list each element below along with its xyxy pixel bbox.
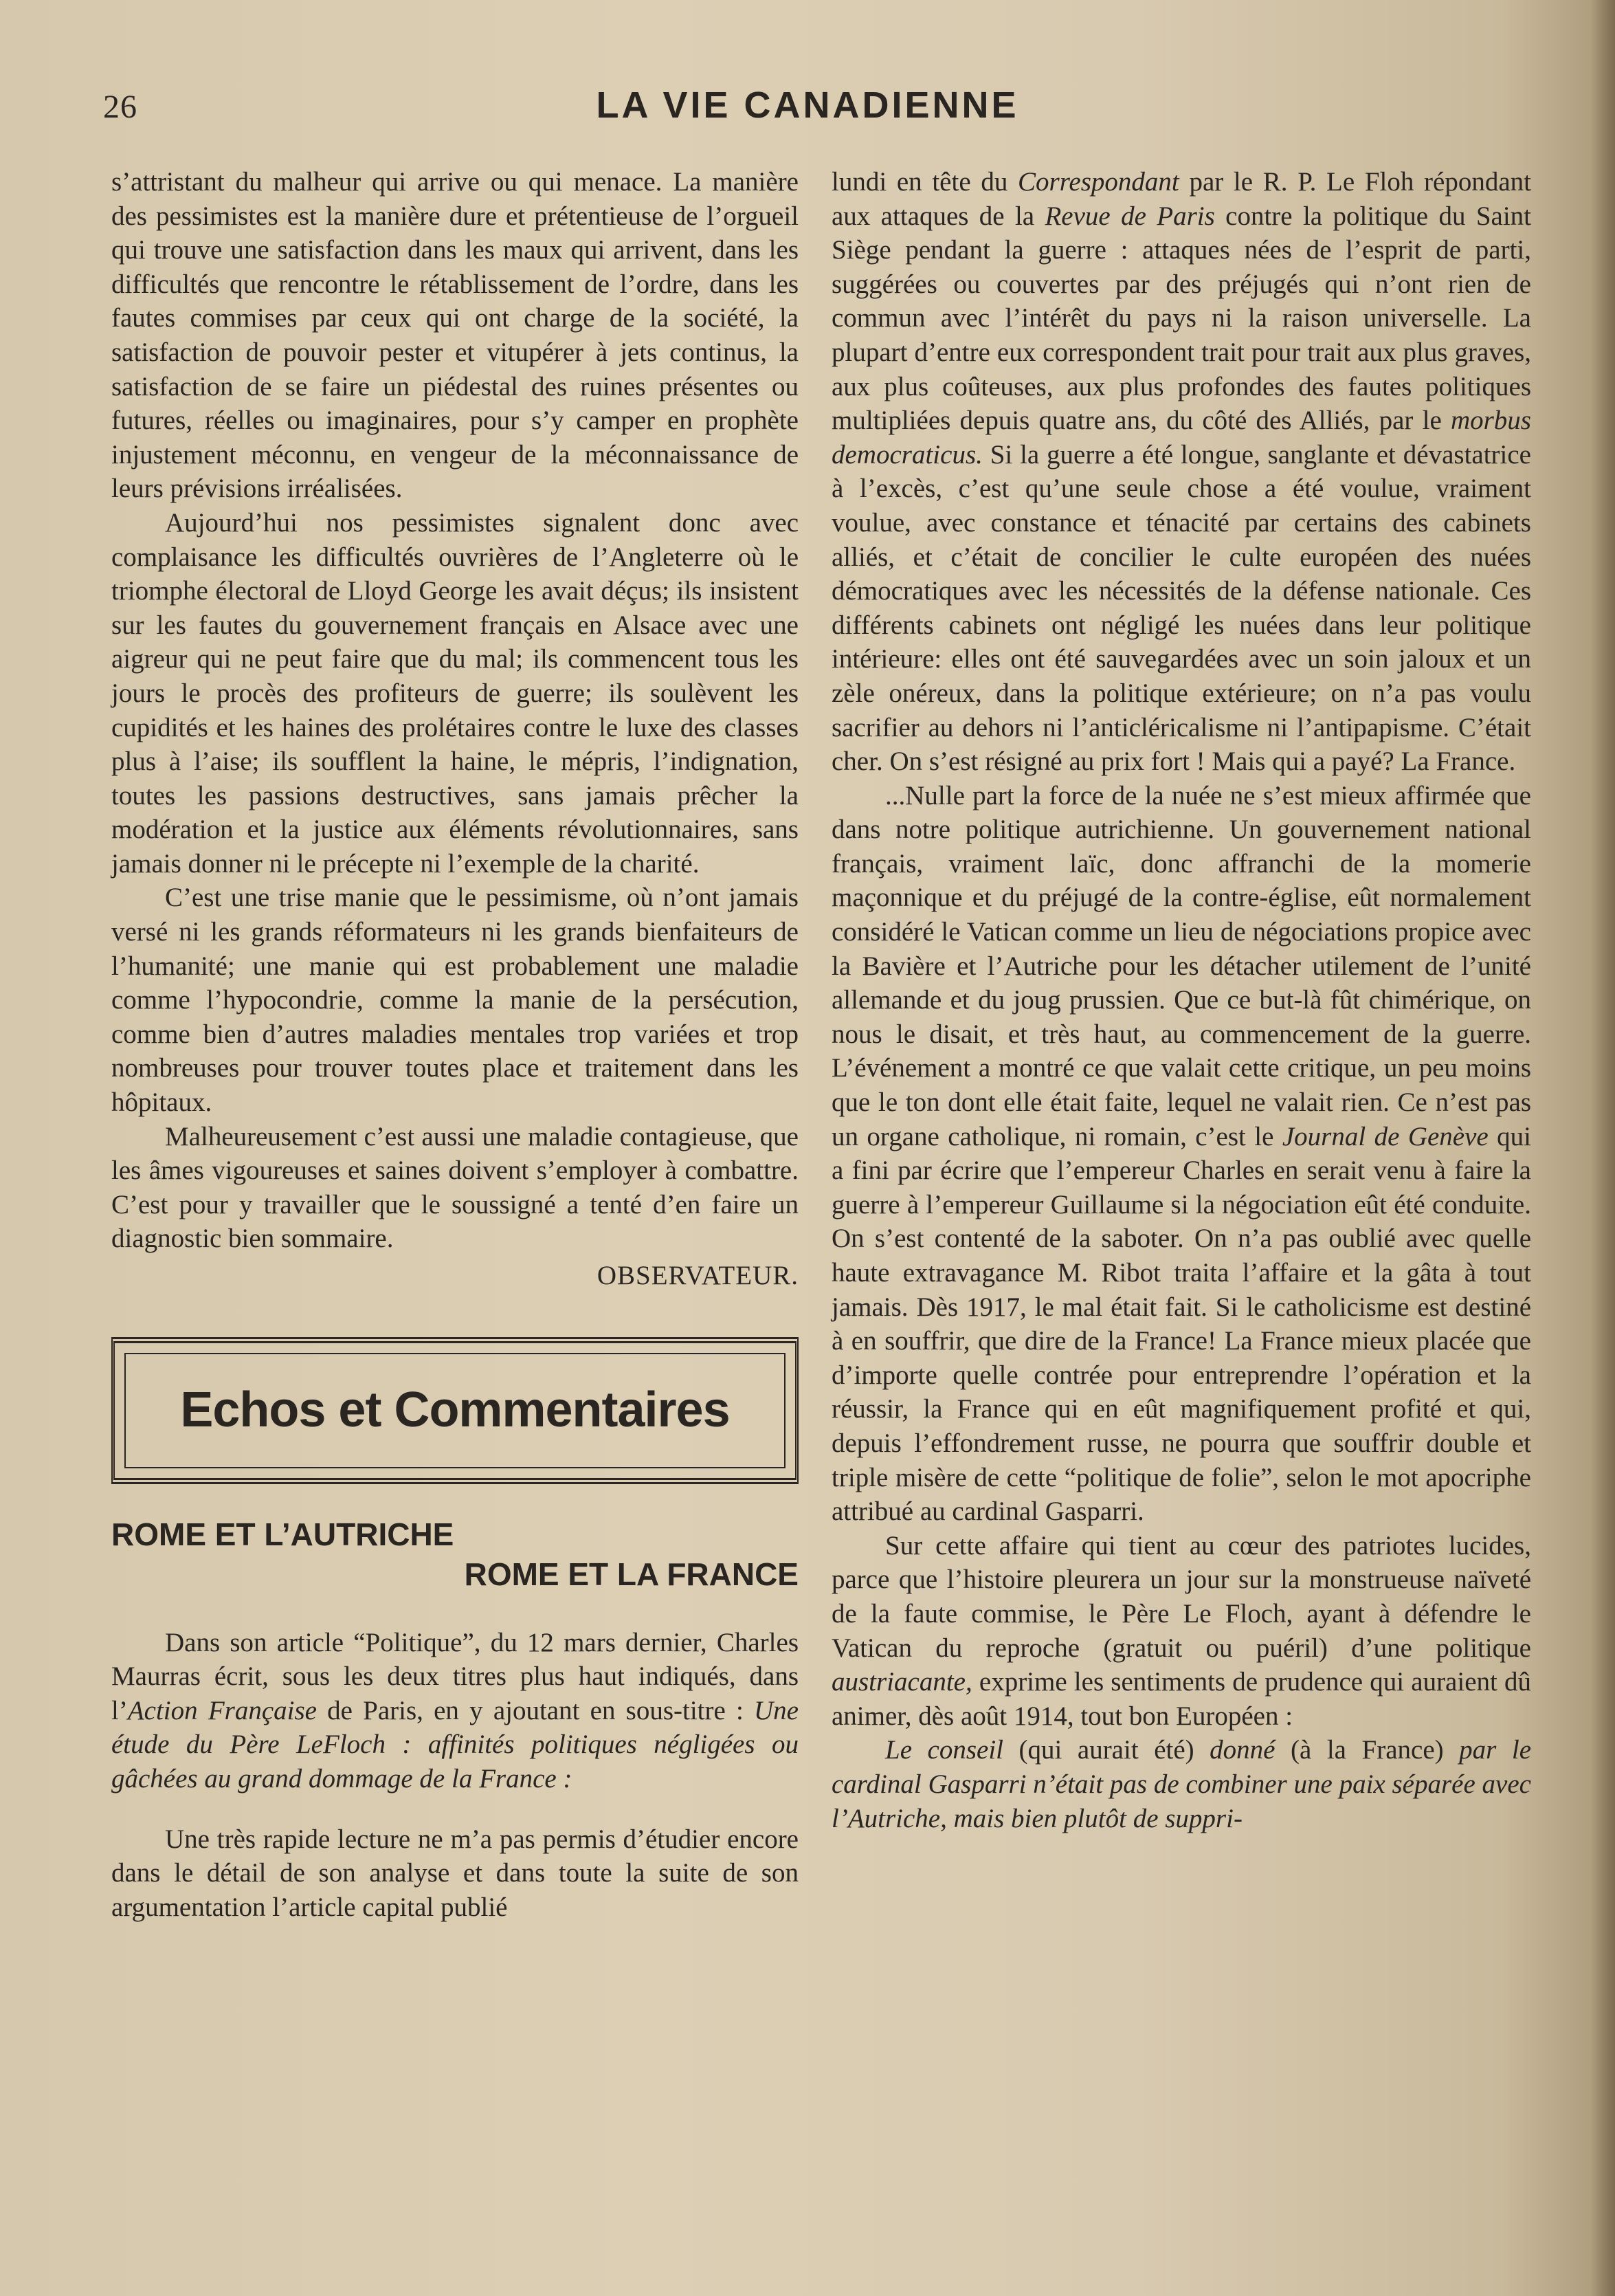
spacer (111, 1594, 799, 1626)
paragraph: Le conseil (qui aurait été) donné (à la France) par le cardinal Gasparri n’était pas de combiner une paix séparée avec l’Autriche, mais bien plutôt de suppri- (832, 1735, 1532, 1833)
article-heading-line-1: ROME ET L’AUTRICHE (111, 1516, 454, 1552)
paragraph: ...Nulle part la force de la nuée ne s’est mieux affirmée que dans notre politique autrichienne. Un gouvernement national français, vraiment laïc, donc affranchi de la momerie maçonnique et du préjugé de la contre-église, eût normalement considéré le Vatican comme un lieu de négociations propice avec la Bavière et l’Autriche pour les détacher utilement de l’unité allemande et du joug prussien. Que ce but-là fût chimérique, on nous le disait, et très haut, au commencement de la guerre. L’événement a montré ce que valait cette critique, un peu moins que le ton dont elle était faite, lequel ne valait rien. Ce n’est pas un organe catholique, ni romain, c’est le Journal de Genève qui a fini par écrire que l’empereur Charles en serait venu à faire la guerre à l’empereur Guillaume si la négociation eût été conduite. On s’est contenté de la saboter. On n’a pas oublié avec quelle haute extravagance M. Ribot traita l’affaire et la gâta à tout jamais. Dès 1917, le mal était fait. Si le catholicisme est destiné à en souffrir, que dire de la France! La France mieux placée que d’importe quelle contrée pour entreprendre l’opération et la réussir, la France qui en eût magnifiquement profité et qui, depuis l’effondrement russe, ne pourra que souffrir double et triple misère de cette “politique de folie”, selon le mot apocriphe attribué au cardinal Gasparri. (832, 780, 1531, 1527)
section-banner-title: Echos et Commentaires (180, 1382, 730, 1437)
paragraph: Une très rapide lecture ne m’a pas permis d’étudier encore dans le détail de son analyse et dans toute la suite de son argumentation l’article capital publié (111, 1824, 799, 1922)
paragraph: C’est une trise manie que le pessimisme, où n’ont jamais versé ni les grands réformateurs ni les grands bienfaiteurs de l’humanité; une manie qui est probablement une maladie comme l’hypocondrie, comme la manie de la persécution, comme bien d’autres maladies mentales trop variées et trop nombreuses pour trouver toutes place et traitement dans les hôpitaux. (111, 883, 799, 1118)
paragraph: Dans son article “Politique”, du 12 mars dernier, Charles Maurras écrit, sous les deux titres plus haut indiqués, dans l’Action Française de Paris, en y ajoutant en sous-titre : Une étude du Père LeFloch : affinités politiques négligées ou gâchées au grand dommage de la France : (111, 1627, 799, 1793)
page-number: 26 (103, 89, 137, 125)
article-heading-line-2: ROME ET LA FRANCE (464, 1556, 799, 1592)
paragraph: lundi en tête du Correspondant par le R. P. Le Floh répondant aux attaques de la Revue de Paris contre la politique du Saint Siège pendant la guerre : attaques nées de l’esprit de parti, suggérées ou couvertes par des préjugés qui n’ont rien de commun avec l’intérêt du pays ni la raison universelle. La plupart d’entre eux correspondent trait pour trait aux plus graves, aux plus coûteuses, aux plus profondes des fautes politiques multipliées depuis quatre ans, du côté des Alliés, par le morbus democraticus. Si la guerre a été longue, sanglante et dévastatrice à l’excès, c’est qu’une seule chose a été voulue, vraiment voulue, avec constance et ténacité par certains des cabinets alliés, et c’était de concilier le culte européen des nuées démocratiques avec les nécessités de la défense nationale. Ces différents cabinets ont négligé les nuées dans leur politique intérieure: elles ont été sauvegardées avec un soin jaloux et un zèle onéreux, dans la politique extérieure; on n’a pas voulu sacrifier au dehors ni l’anticléricalisme ni l’antipapisme. C’était cher. On s’est résigné au prix fort ! Mais qui a payé? La France. (832, 167, 1531, 777)
left-column (111, 165, 799, 1924)
page-edge-shadow (1590, 0, 1615, 2296)
section-banner-frame (124, 1353, 786, 1468)
paragraph: Malheureusement c’est aussi une maladie contagieuse, que les âmes vigoureuses et saines doivent s’employer à combattre. C’est pour y travailler que le soussigné a tenté d’en faire un diagnostic bien sommaire. (111, 1121, 799, 1254)
paragraph: s’attristant du malheur qui arrive ou qui menace. La manière des pessimistes est la manière dure et prétentieuse de l’orgueil qui trouve une satisfaction dans les maux qui arrivent, dans les difficultés que rencontre le rétablissement de l’ordre, dans les fautes commises par ceux qui ont charge de la société, la satisfaction de pouvoir pester et vitupérer à jets continus, la satisfaction de se faire un piédestal des ruines présentes ou futures, réelles ou imaginaires, pour s’y camper en prophète injustement méconnu, en vengeur de la méconnaissance de leurs prévisions irréalisées. (111, 167, 799, 504)
paragraph: Sur cette affaire qui tient au cœur des patriotes lucides, parce que l’histoire pleurera un jour sur la monstrueuse naïveté de la faute commise, le Père Le Floch, ayant à défendre le Vatican du reproche (gratuit ou puéril) d’une politique austriacante, exprime les sentiments de prudence qui auraient dû animer, dès août 1914, tout bon Européen : (832, 1530, 1531, 1731)
article-heading (111, 1514, 799, 1594)
right-column (832, 165, 1531, 1835)
section-banner (111, 1337, 799, 1484)
signature: OBSERVATEUR. (597, 1261, 799, 1290)
paragraph: Aujourd’hui nos pessimistes signalent donc avec complaisance les difficultés ouvrières de l’Angleterre où le triomphe électoral de Lloyd George les avait déçus; ils insistent sur les fautes du gouvernement français en Alsace avec une aigreur qui ne peut faire que du mal; ils commencent tous les jours le procès des profiteurs de guerre; ils soulèvent les cupidités et les haines des prolétaires contre le luxe des classes plus à l’aise; ils soufflent la haine, le mépris, l’indignation, toutes les passions destructives, sans jamais prêcher la modération et la justice aux éléments révolutionnaires, sans jamais donner ni le précepte ni l’exemple de la charité. (111, 507, 799, 879)
spacer (111, 1796, 799, 1822)
running-title: LA VIE CANADIENNE (596, 85, 1019, 126)
